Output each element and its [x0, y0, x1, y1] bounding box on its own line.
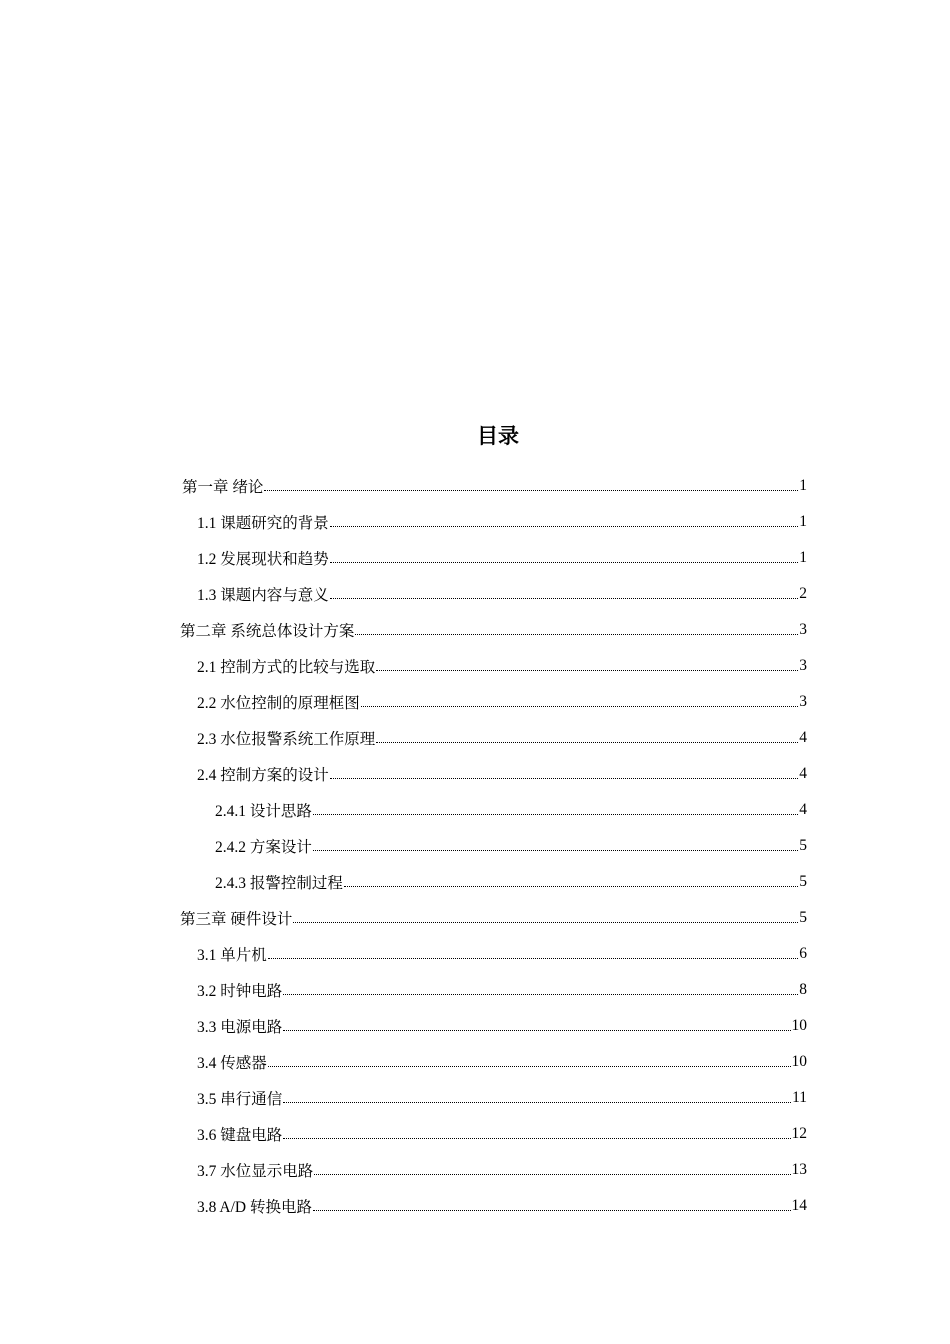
- toc-entry-label: 3.7 水位显示电路: [197, 1163, 314, 1180]
- toc-entry-label: 2.2 水位控制的原理框图: [197, 695, 360, 712]
- toc-entry-label: 第三章 硬件设计: [180, 911, 293, 928]
- toc-entry[interactable]: [197, 1188, 807, 1224]
- toc-leader-dots: [330, 561, 798, 563]
- toc-entry-page: 4: [799, 729, 807, 746]
- toc-entry[interactable]: [197, 504, 807, 540]
- toc-entry-label: 2.3 水位报警系统工作原理: [197, 731, 376, 748]
- toc-leader-dots: [330, 777, 798, 779]
- toc-entry[interactable]: [215, 792, 807, 828]
- toc-entry[interactable]: [197, 1080, 807, 1116]
- toc-entry-label: 3.5 串行通信: [197, 1091, 283, 1108]
- toc-entry[interactable]: [197, 684, 807, 720]
- toc-leader-dots: [268, 957, 798, 959]
- toc-entry-page: 4: [799, 765, 807, 782]
- toc-entry-page: 12: [791, 1125, 807, 1142]
- toc-entry[interactable]: [197, 576, 807, 612]
- toc-entry-label: 2.4.1 设计思路: [215, 803, 312, 820]
- toc-entry[interactable]: [197, 972, 807, 1008]
- toc-leader-dots: [313, 813, 798, 815]
- toc-leader-dots: [283, 993, 798, 995]
- toc-title: 目录: [477, 424, 519, 448]
- toc-entry[interactable]: [197, 1152, 807, 1188]
- toc-entry-page: 1: [799, 513, 807, 530]
- toc-leader-dots: [283, 1101, 791, 1103]
- toc-leader-dots: [313, 1209, 791, 1211]
- toc-entry-label: 3.6 键盘电路: [197, 1127, 283, 1144]
- toc-entry[interactable]: [215, 864, 807, 900]
- toc-entry-label: 第二章 系统总体设计方案: [180, 623, 355, 640]
- toc-entry-label: 1.2 发展现状和趋势: [197, 551, 329, 568]
- toc-entry-page: 6: [799, 945, 807, 962]
- toc-entry-page: 5: [799, 909, 807, 926]
- toc-leader-dots: [268, 1065, 791, 1067]
- toc-leader-dots: [283, 1029, 790, 1031]
- toc-leader-dots: [376, 669, 798, 671]
- toc-entry[interactable]: [180, 900, 807, 936]
- toc-entry[interactable]: [197, 936, 807, 972]
- toc-entry-page: 10: [791, 1053, 807, 1070]
- toc-entry-label: 2.1 控制方式的比较与选取: [197, 659, 376, 676]
- toc-leader-dots: [283, 1137, 790, 1139]
- toc-entry-label: 2.4.3 报警控制过程: [215, 875, 343, 892]
- toc-entry[interactable]: [197, 540, 807, 576]
- toc-entry-page: 4: [799, 801, 807, 818]
- toc-leader-dots: [314, 1173, 790, 1175]
- toc-leader-dots: [293, 921, 798, 923]
- toc-entry[interactable]: [215, 828, 807, 864]
- toc-entry-page: 2: [799, 585, 807, 602]
- toc-entry[interactable]: [197, 756, 807, 792]
- toc-leader-dots: [313, 849, 798, 851]
- toc-entry-label: 3.3 电源电路: [197, 1019, 283, 1036]
- toc-entry-page: 3: [799, 657, 807, 674]
- toc-leader-dots: [344, 885, 798, 887]
- toc-entry-label: 1.1 课题研究的背景: [197, 515, 329, 532]
- toc-entry[interactable]: [197, 1008, 807, 1044]
- toc-entry[interactable]: [197, 1044, 807, 1080]
- toc-leader-dots: [376, 741, 798, 743]
- toc-entry-page: 13: [791, 1161, 807, 1178]
- toc-entry-label: 3.8 A/D 转换电路: [197, 1199, 312, 1216]
- toc-entry-label: 第一章 绪论: [182, 479, 264, 496]
- toc-entry-label: 2.4.2 方案设计: [215, 839, 312, 856]
- toc-leader-dots: [264, 489, 798, 491]
- toc-entry[interactable]: [180, 612, 807, 648]
- toc-entry-label: 1.3 课题内容与意义: [197, 587, 329, 604]
- toc-leader-dots: [330, 525, 798, 527]
- toc-leader-dots: [355, 633, 798, 635]
- toc-leader-dots: [330, 597, 798, 599]
- toc-entry-page: 14: [791, 1197, 807, 1214]
- toc-entry[interactable]: [197, 1116, 807, 1152]
- toc-entry-page: 1: [799, 549, 807, 566]
- toc-entry-page: 8: [799, 981, 807, 998]
- toc-entry-page: 5: [799, 873, 807, 890]
- toc-entry-page: 1: [799, 477, 807, 494]
- toc-entry-page: 5: [799, 837, 807, 854]
- toc-entry-page: 10: [791, 1017, 807, 1034]
- toc-entry-label: 3.2 时钟电路: [197, 983, 283, 1000]
- toc-entry-page: 3: [799, 693, 807, 710]
- toc-entry-label: 3.1 单片机: [197, 947, 267, 964]
- toc-entry-page: 11: [792, 1089, 807, 1106]
- toc-leader-dots: [361, 705, 798, 707]
- toc-entry-label: 3.4 传感器: [197, 1055, 267, 1072]
- toc-entry[interactable]: [197, 720, 807, 756]
- toc-entry-page: 3: [799, 621, 807, 638]
- toc-entry[interactable]: [182, 468, 807, 504]
- toc-entry-label: 2.4 控制方案的设计: [197, 767, 329, 784]
- toc-entry[interactable]: [197, 648, 807, 684]
